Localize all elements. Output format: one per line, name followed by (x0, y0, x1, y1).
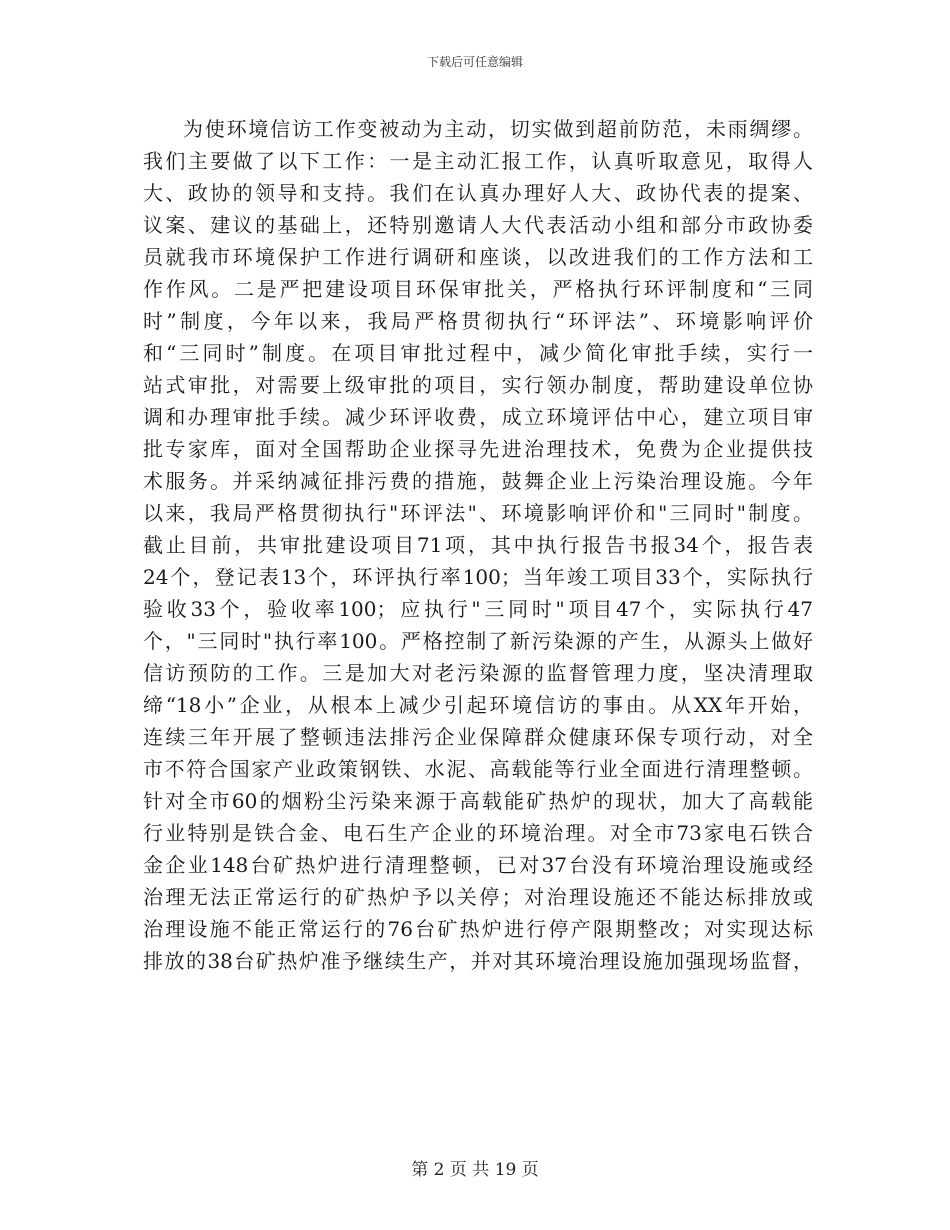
paragraph-line: 连续三年开展了整顿违法排污企业保障群众健康环保专项行动，对全 (143, 725, 813, 749)
paragraph-line: 信访预防的工作。三是加大对老污染源的监督管理力度，坚决清理取 (143, 661, 813, 685)
paragraph-line: 术服务。并采纳减征排污费的措施，鼓舞企业上污染治理设施。今年 (143, 469, 813, 493)
paragraph-line: 排放的38台矿热炉准予继续生产，并对其环境治理设施加强现场监督， (143, 949, 813, 973)
paragraph-line: 市不符合国家产业政策钢铁、水泥、高载能等行业全面进行清理整顿。 (143, 757, 813, 781)
paragraph-line: 为使环境信访工作变被动为主动，切实做到超前防范，未雨绸缪。 (183, 117, 813, 141)
page-number: 第 2 页 共 19 页 (411, 1160, 539, 1180)
paragraph-line: 员就我市环境保护工作进行调研和座谈，以改进我们的工作方法和工 (143, 245, 813, 269)
paragraph-line: 行业特别是铁合金、电石生产企业的环境治理。对全市73家电石铁合 (143, 821, 813, 845)
paragraph-line: 24个，登记表13个，环评执行率100；当年竣工项目33个，实际执行 (143, 565, 813, 589)
paragraph-line: 我们主要做了以下工作：一是主动汇报工作，认真听取意见，取得人 (143, 149, 813, 173)
paragraph-line: 大、政协的领导和支持。我们在认真办理好人大、政协代表的提案、 (143, 181, 813, 205)
paragraph-line: 批专家库，面对全国帮助企业探寻先进治理技术，免费为企业提供技 (143, 437, 813, 461)
page-header-note: 下载后可任意编辑 (426, 55, 523, 69)
paragraph-line: 以来，我局严格贯彻执行"环评法"、环境影响评价和"三同时"制度。 (143, 501, 813, 525)
paragraph-line: 截止目前，共审批建设项目71项，其中执行报告书报34个，报告表 (143, 533, 813, 557)
paragraph-line: 作作风。二是严把建设项目环保审批关，严格执行环评制度和“三同 (143, 277, 813, 301)
paragraph-line: 验收33个，验收率100；应执行"三同时"项目47个，实际执行47 (143, 597, 813, 621)
paragraph-line: 个，"三同时"执行率100。严格控制了新污染源的产生，从源头上做好 (143, 629, 813, 653)
paragraph-line: 调和办理审批手续。减少环评收费，成立环境评估中心，建立项目审 (143, 405, 813, 429)
paragraph-line: 时”制度，今年以来，我局严格贯彻执行“环评法”、环境影响评价 (143, 309, 813, 333)
paragraph-line: 站式审批，对需要上级审批的项目，实行领办制度，帮助建设单位协 (143, 373, 813, 397)
paragraph-line: 议案、建议的基础上，还特别邀请人大代表活动小组和部分市政协委 (143, 213, 813, 237)
paragraph-line: 金企业148台矿热炉进行清理整顿，已对37台没有环境治理设施或经 (143, 853, 813, 877)
paragraph-line: 治理无法正常运行的矿热炉予以关停；对治理设施还不能达标排放或 (143, 885, 813, 909)
paragraph-line: 针对全市60的烟粉尘污染来源于高载能矿热炉的现状，加大了高载能 (143, 789, 813, 813)
document-body (143, 113, 813, 977)
paragraph-line: 治理设施不能正常运行的76台矿热炉进行停产限期整改；对实现达标 (143, 917, 813, 941)
paragraph-line: 缔“18小”企业，从根本上减少引起环境信访的事由。从XX年开始， (143, 693, 813, 717)
paragraph-line: 和“三同时”制度。在项目审批过程中，减少简化审批手续，实行一 (143, 341, 813, 365)
